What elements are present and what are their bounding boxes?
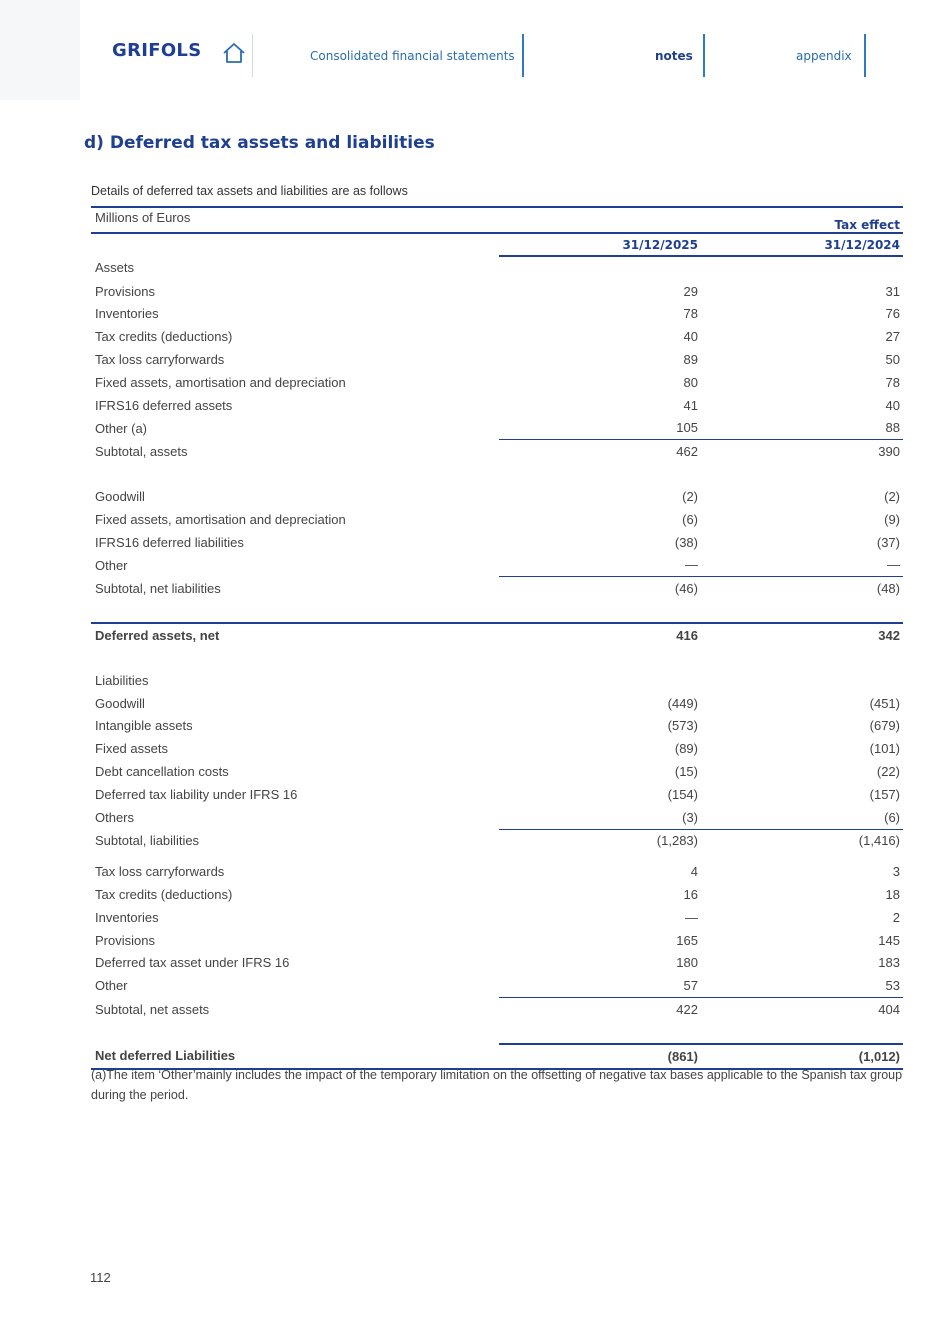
net-asset-row [91,974,903,997]
value-2024: 2 [892,909,900,925]
value-2025: 29 [683,283,698,299]
home-icon[interactable] [222,42,246,64]
asset-row [91,303,903,326]
value-2025: — [685,557,698,573]
liability-row [91,737,903,760]
assets-section [91,280,903,440]
value-2025: — [685,909,698,925]
row-label: Inventories [95,909,159,925]
value-2025: 416 [499,623,701,647]
value-2025: (38) [674,534,698,550]
value-2024: 31 [885,283,900,299]
nav-divider [703,34,705,77]
col-header-2024: 31/12/2024 [701,233,903,256]
row-label: Subtotal, assets [95,444,188,460]
date-header-row [91,233,903,256]
nav-divider [252,34,253,77]
value-2025: (573) [667,718,698,734]
value-2025: 80 [683,374,698,390]
value-2024: 3 [892,864,900,880]
row-label: Tax loss carryforwards [95,864,225,880]
value-2024: (2) [884,489,900,505]
subtotal-net-assets-row [91,998,903,1021]
liabilities-heading-row [91,669,903,692]
net-asset-row [91,883,903,906]
value-2025: (3) [682,809,698,825]
row-label: Provisions [95,283,155,299]
value-2024: (451) [869,695,900,711]
value-2025: 16 [683,887,698,903]
spacer [91,852,903,860]
row-label: Inventories [95,306,159,322]
liability-row [91,783,903,806]
value-2025: (46) [499,577,701,600]
value-2024: 78 [885,374,900,390]
row-label: Other [95,557,128,573]
liabilities-heading: Liabilities [95,672,149,688]
units-label: Millions of Euros [91,207,499,233]
value-2025: 4 [690,864,698,880]
value-2024: 27 [885,329,900,345]
asset-row [91,280,903,303]
value-2024: 404 [701,998,903,1021]
row-label: Net deferred Liabilities [91,1044,499,1069]
value-2024: 390 [701,440,903,463]
asset-row [91,417,903,440]
value-2024: (37) [876,534,900,550]
footnote: (a)The item ‘Other’mainly includes the impact of the temporary limitation on the offsetting of negative tax bases applicable to the Spanish tax group during the period. [91,1068,903,1102]
row-label: IFRS16 deferred assets [95,397,233,413]
value-2025: 105 [676,420,698,436]
value-2024: 342 [701,623,903,647]
grifols-logo[interactable]: GRIFOLS [112,40,202,61]
row-label: Tax credits (deductions) [95,887,233,903]
page-header [0,0,950,100]
value-2025: 165 [676,932,698,948]
value-2025: (2) [682,489,698,505]
net-asset-row [91,906,903,929]
header-shade [0,0,80,100]
col-header-2025: 31/12/2025 [499,233,701,256]
net-assets-section [91,860,903,997]
value-2024: (6) [884,809,900,825]
row-label: Fixed assets, amortisation and depreciation [95,374,346,390]
value-2024: 76 [885,306,900,322]
subtotal-assets-row [91,440,903,463]
row-label: Fixed assets, amortisation and depreciation [95,511,346,527]
nav-appendix[interactable]: appendix [796,49,852,63]
assets-heading: Assets [95,260,135,276]
row-label: Others [95,809,135,825]
net-liability-row [91,485,903,508]
value-2024: (101) [869,741,900,757]
value-2025: 422 [499,998,701,1021]
value-2025: (154) [667,786,698,802]
value-2025: (15) [674,764,698,780]
value-2025: 57 [683,978,698,994]
row-label: Deferred tax asset under IFRS 16 [95,955,290,971]
row-label: Deferred tax liability under IFRS 16 [95,786,298,802]
row-label: Subtotal, net assets [95,1001,210,1017]
row-label: Subtotal, net liabilities [95,581,221,596]
subtotal-net-liabilities-row [91,577,903,600]
row-label: Goodwill [95,695,145,711]
tax-effect-label: Tax effect [701,207,903,233]
spacer [91,1021,903,1044]
row-label: Goodwill [95,489,145,505]
row-label: IFRS16 deferred liabilities [95,534,244,550]
value-2024: (1,416) [701,829,903,852]
row-label: Fixed assets [95,741,168,757]
value-2025: 41 [683,397,698,413]
value-2024: (48) [701,577,903,600]
assets-heading-row [91,256,903,280]
spacer [91,600,903,623]
row-label: Other (a) [95,420,148,436]
value-2024: (157) [869,786,900,802]
value-2024: 40 [885,397,900,413]
row-label: Intangible assets [95,718,193,734]
asset-row [91,371,903,394]
page-number: 112 [90,1270,111,1285]
row-label: Debt cancellation costs [95,764,229,780]
net-asset-row [91,929,903,952]
asset-row [91,394,903,417]
value-2024: — [887,557,900,573]
value-2025: 78 [683,306,698,322]
liabilities-section [91,692,903,829]
row-label: Deferred assets, net [91,623,499,647]
value-2025: (89) [674,741,698,757]
net-liability-row [91,531,903,554]
value-2024: 88 [885,420,900,436]
spacer [91,647,903,669]
net-liability-row [91,554,903,577]
value-2024: (679) [869,718,900,734]
net-liabilities-section [91,485,903,577]
deferred-tax-table [91,206,903,1070]
spacer [91,463,903,485]
value-2025: (861) [499,1044,701,1069]
net-liability-row [91,508,903,531]
value-2025: 180 [676,955,698,971]
liability-row [91,760,903,783]
net-asset-row [91,860,903,883]
liability-row [91,692,903,715]
value-2025: 89 [683,352,698,368]
value-2024: 53 [885,978,900,994]
value-2024: 50 [885,352,900,368]
value-2025: 40 [683,329,698,345]
row-label: Subtotal, liabilities [95,833,200,849]
liability-row [91,806,903,829]
row-label: Tax loss carryforwards [95,352,225,368]
units-row [91,207,903,233]
value-2024: 183 [878,955,900,971]
value-2025: 462 [499,440,701,463]
table-intro: Details of deferred tax assets and liabilities are as follows [91,184,408,198]
value-2024: (9) [884,511,900,527]
asset-row [91,348,903,371]
nav-consolidated-statements[interactable]: Consolidated financial statements [310,49,515,63]
subtotal-liabilities-row [91,829,903,852]
asset-row [91,325,903,348]
nav-divider [864,34,866,77]
row-label: Provisions [95,932,155,948]
nav-notes[interactable]: notes [655,49,693,63]
value-2025: (6) [682,511,698,527]
value-2024: 145 [878,932,900,948]
value-2025: (449) [667,695,698,711]
nav-divider [522,34,524,77]
value-2024: (22) [876,764,900,780]
net-asset-row [91,952,903,975]
deferred-assets-net-row [91,623,903,647]
row-label: Tax credits (deductions) [95,329,233,345]
value-2024: (1,012) [701,1044,903,1069]
liability-row [91,715,903,738]
value-2024: 18 [885,887,900,903]
section-title: d) Deferred tax assets and liabilities [84,133,435,153]
row-label: Other [95,978,128,994]
value-2025: (1,283) [499,829,701,852]
